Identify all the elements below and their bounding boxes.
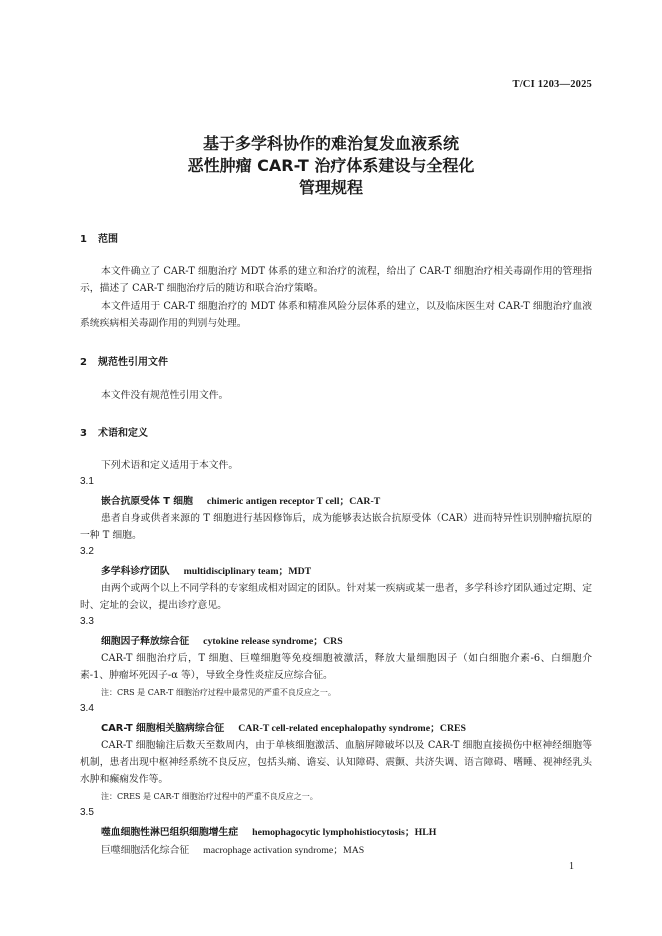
title-line-3: 管理规程 xyxy=(298,178,363,197)
synonym-zh: 巨噬细胞活化综合征 xyxy=(101,845,190,856)
section-number: 1 xyxy=(80,234,87,245)
section-heading-terms xyxy=(80,424,148,439)
term-title xyxy=(101,563,311,577)
section-title: 范围 xyxy=(98,234,118,245)
section-heading-normative-references xyxy=(80,353,168,368)
term-title xyxy=(101,824,436,838)
term-en: cytokine release syndrome；CRS xyxy=(203,636,343,647)
term-note: 注：CRES 是 CAR-T 细胞治疗过程中的严重不良反应之一。 xyxy=(101,792,318,801)
section-title: 术语和定义 xyxy=(98,428,148,439)
term-number: 3.3 xyxy=(80,616,94,627)
term-zh: 多学科诊疗团队 xyxy=(101,566,170,577)
term-note: 注：CRS 是 CAR-T 细胞治疗过程中最常见的严重不良反应之一。 xyxy=(101,688,336,697)
section-number: 2 xyxy=(80,357,87,368)
term-synonym xyxy=(101,842,364,856)
term-zh: 噬血细胞性淋巴组织细胞增生症 xyxy=(101,827,239,838)
term-en: CAR-T cell-related encephalopathy syndrome；CRES xyxy=(238,723,466,734)
term-definition: 患者自身或供者来源的 T 细胞进行基因修饰后，成为能够表达嵌合抗原受体（CAR）进而特异性识别肿瘤抗原的一种 T 细胞。 xyxy=(80,513,592,541)
term-number: 3.1 xyxy=(80,476,94,487)
document-title xyxy=(0,133,662,199)
term-definition: CAR-T 细胞治疗后，T 细胞、巨噬细胞等免疫细胞被激活，释放大量细胞因子（如白细胞介素-6、白细胞介素-1、肿瘤坏死因子-α 等），导致全身性炎症反应综合征。 xyxy=(80,653,592,681)
term-zh: 细胞因子释放综合征 xyxy=(101,636,190,647)
paragraph: 本文件确立了 CAR-T 细胞治疗 MDT 体系的建立和治疗的流程，给出了 CAR-T 细胞治疗相关毒副作用的管理指示，描述了 CAR-T 细胞治疗后的随访和联合治疗策略。 xyxy=(80,266,592,294)
section-heading-scope xyxy=(80,230,118,245)
term-title xyxy=(101,493,380,507)
term-definition: 由两个或两个以上不同学科的专家组成相对固定的团队。针对某一疾病或某一患者，多学科诊疗团队通过定期、定时、定址的会议，提出诊疗意见。 xyxy=(80,583,592,611)
paragraph: 下列术语和定义适用于本文件。 xyxy=(101,460,239,471)
term-zh: CAR-T 细胞相关脑病综合征 xyxy=(101,723,225,734)
term-number: 3.4 xyxy=(80,703,94,714)
paragraph: 本文件没有规范性引用文件。 xyxy=(101,390,229,401)
term-number: 3.5 xyxy=(80,807,94,818)
page-number: 1 xyxy=(569,861,574,872)
paragraph: 本文件适用于 CAR-T 细胞治疗的 MDT 体系和精准风险分层体系的建立，以及临床医生对 CAR-T 细胞治疗血液系统疾病相关毒副作用的判别与处理。 xyxy=(80,301,592,329)
title-line-2: 恶性肿瘤 CAR-T 治疗体系建设与全程化 xyxy=(187,156,475,175)
term-en: multidisciplinary team；MDT xyxy=(183,566,312,577)
term-title xyxy=(101,633,343,647)
term-number: 3.2 xyxy=(80,546,94,557)
term-definition: CAR-T 细胞输注后数天至数周内，由于单核细胞激活、血脑屏障破坏以及 CAR-T 细胞直接损伤中枢神经细胞等机制，患者出现中枢神经系统不良反应，包括头痛、谵妄、认知障碍、震颤、共济失调、语言障碍、嗜睡、视神经乳头水肿和癫痫发作等。 xyxy=(80,740,592,785)
term-en: hemophagocytic lymphohistiocytosis；HLH xyxy=(252,827,437,838)
term-en: chimeric antigen receptor T cell；CAR-T xyxy=(206,496,381,507)
title-line-1: 基于多学科协作的难治复发血液系统 xyxy=(202,134,459,153)
section-title: 规范性引用文件 xyxy=(98,357,168,368)
standard-code: T/CI 1203—2025 xyxy=(512,79,592,90)
synonym-en: macrophage activation syndrome；MAS xyxy=(203,845,365,856)
term-title xyxy=(101,720,466,734)
term-zh: 嵌合抗原受体 T 细胞 xyxy=(101,496,193,507)
section-number: 3 xyxy=(80,428,87,439)
